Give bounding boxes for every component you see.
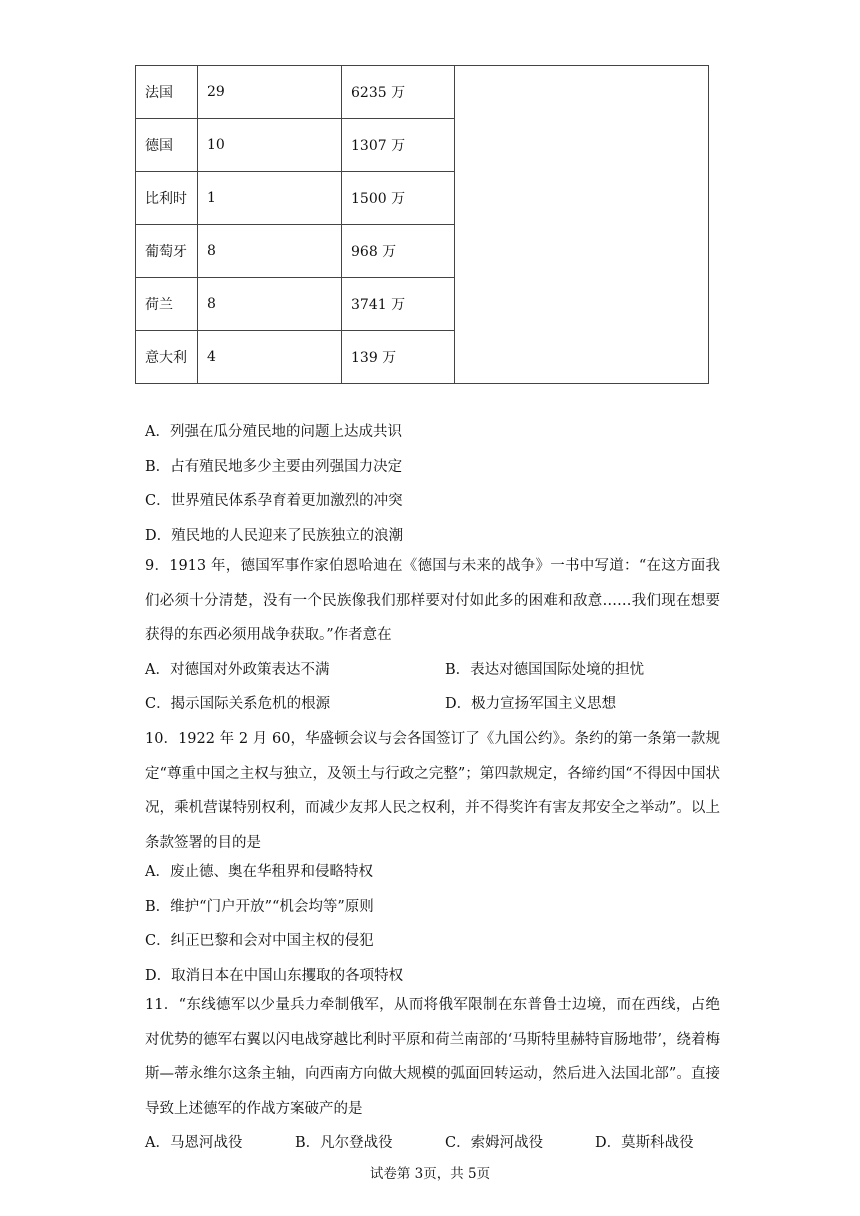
population-cell: 1500 万 (342, 172, 455, 225)
count-cell: 1 (198, 172, 342, 225)
population-cell: 968 万 (342, 225, 455, 278)
country-cell: 葡萄牙 (136, 225, 198, 278)
q9-stem: 9．1913 年，德国军事作家伯恩哈迪在《德国与未来的战争》一书中写道：“在这方面我们必须十分清楚，没有一个民族像我们那样要对付如此多的困难和敌意……我们现在想要获得的东西必须用战争获取。”作者意在 (145, 558, 720, 644)
q8-option-a: A．列强在瓜分殖民地的问题上达成共识 (145, 424, 402, 440)
q10-option-a: A．废止德、奥在华租界和侵略特权 (145, 864, 373, 880)
q9-option-a: A．对德国对外政策表达不满 (145, 662, 330, 678)
page-footer: 试卷第 3页，共 5页 (369, 1166, 491, 1182)
country-cell: 法国 (136, 66, 198, 119)
population-cell: 139 万 (342, 331, 455, 384)
count-cell: 8 (198, 225, 342, 278)
count-cell: 4 (198, 331, 342, 384)
q11-option-b: B．凡尔登战役 (295, 1135, 393, 1151)
q10-option-c: C．纠正巴黎和会对中国主权的侵犯 (145, 933, 374, 949)
q11-stem: 11．“东线德军以少量兵力牵制俄军，从而将俄军限制在东普鲁士边境，而在西线，占绝对优势的德军右翼以闪电战穿越比利时平原和荷兰南部的‘马斯特里赫特盲肠地带’，绕着梅斯—蒂永维尔这条主轴，向西南方向做大规模的弧面回转运动，然后进入法国北部”。直接导致上述德军的作战方案破产的是 (145, 997, 720, 1118)
q9-option-b: B．表达对德国国际处境的担忧 (445, 662, 645, 678)
country-cell: 德国 (136, 119, 198, 172)
population-cell: 6235 万 (342, 66, 455, 119)
q8-option-c: C．世界殖民体系孕育着更加激烈的冲突 (145, 493, 403, 509)
q10-option-d: D．取消日本在中国山东攫取的各项特权 (145, 968, 404, 984)
count-cell: 10 (198, 119, 342, 172)
country-cell: 荷兰 (136, 278, 198, 331)
q8-option-b: B．占有殖民地多少主要由列强国力决定 (145, 459, 403, 475)
country-cell: 比利时 (136, 172, 198, 225)
q11-option-d: D．莫斯科战役 (595, 1135, 694, 1151)
count-cell: 8 (198, 278, 342, 331)
count-cell: 29 (198, 66, 342, 119)
population-cell: 3741 万 (342, 278, 455, 331)
q10-stem: 10．1922 年 2 月 60，华盛顿会议与会各国签订了《九国公约》。条约的第一条第一款规定“尊重中国之主权与独立，及领土与行政之完整”；第四款规定，各缔约国“不得因中国状况，乘机营谋特别权利，而减少友邦人民之权利，并不得奖许有害友邦安全之举动”。以上条款签署的目的是 (145, 731, 720, 852)
country-cell: 意大利 (136, 331, 198, 384)
table-row (136, 66, 709, 119)
population-cell: 1307 万 (342, 119, 455, 172)
q9-option-d: D．极力宣扬军国主义思想 (445, 696, 617, 712)
q8-option-d: D．殖民地的人民迎来了民族独立的浪潮 (145, 528, 404, 544)
colony-table (135, 65, 709, 384)
q11-option-a: A．马恩河战役 (145, 1135, 243, 1151)
q11-option-c: C．索姆河战役 (445, 1135, 544, 1151)
table-extra-cell (455, 66, 709, 384)
q9-option-c: C．揭示国际关系危机的根源 (145, 696, 331, 712)
q10-option-b: B．维护“门户开放”“机会均等”原则 (145, 899, 374, 915)
